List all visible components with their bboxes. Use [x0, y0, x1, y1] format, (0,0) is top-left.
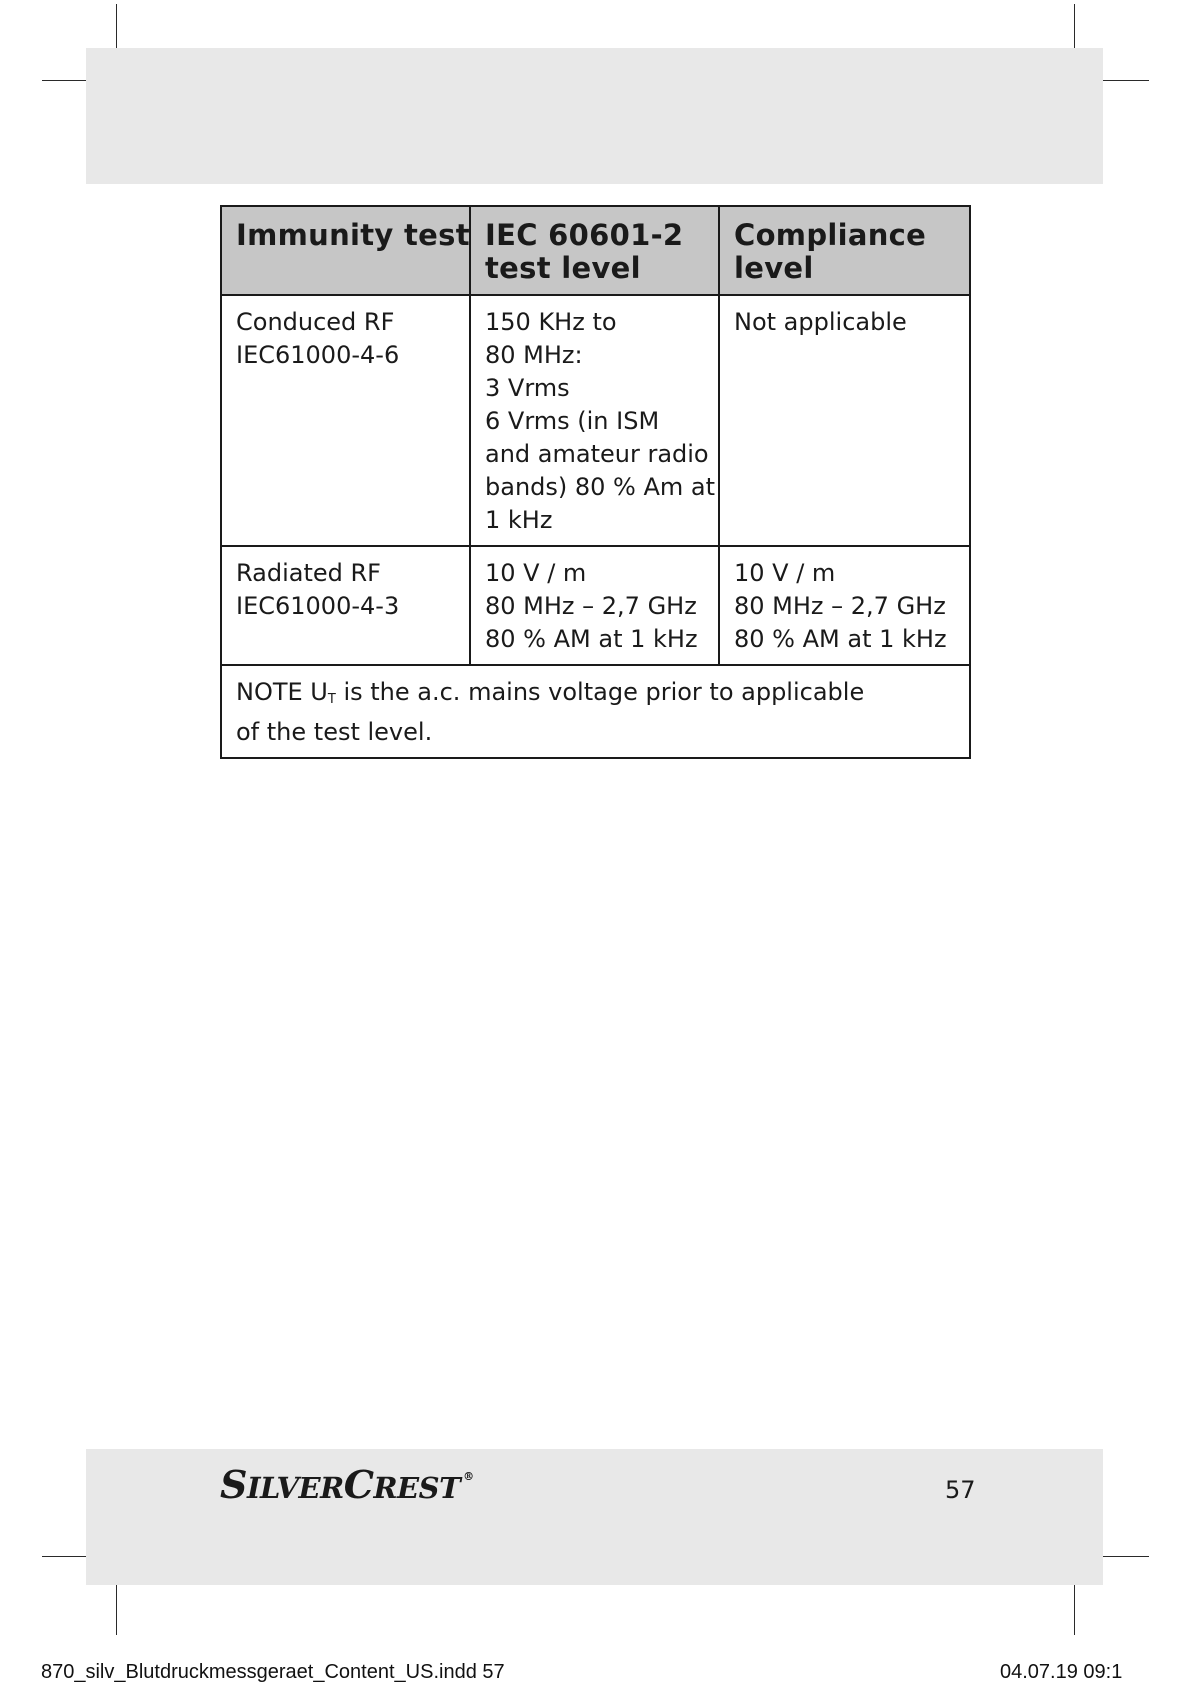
- cell-test-level: [470, 295, 719, 546]
- cell-line: Conduced RF: [236, 308, 395, 336]
- crop-mark-bottom-right-h: [1096, 1556, 1149, 1557]
- cell-line: 80 MHz – 2,7 GHz: [734, 592, 946, 620]
- cell-line: IEC61000-4-3: [236, 592, 400, 620]
- cell-line: 3 Vrms: [485, 374, 570, 402]
- header-test-level: [470, 206, 719, 295]
- cell-line: 80 MHz:: [485, 341, 583, 369]
- cell-line: IEC 60601-2: [485, 218, 684, 252]
- cell-line: 150 KHz to: [485, 308, 617, 336]
- crop-mark-bottom-left-v: [116, 1579, 117, 1635]
- cell-line: and amateur radio: [485, 440, 709, 468]
- cell-line: 10 V / m: [485, 559, 587, 587]
- header-compliance-level: [719, 206, 970, 295]
- cell-line: bands) 80 % Am at: [485, 473, 716, 501]
- cell-test-level: [470, 546, 719, 665]
- cell-line: 10 V / m: [734, 559, 836, 587]
- print-filename: 870_silv_Blutdruckmessgeraet_Content_US.indd 57: [41, 1661, 505, 1683]
- crop-mark-top-right-h: [1096, 80, 1149, 81]
- brand-logo: SILVERCREST ®: [220, 1462, 474, 1507]
- cell-line: 1 kHz: [485, 506, 553, 534]
- print-datetime: 04.07.19 09:1: [1000, 1661, 1123, 1683]
- immunity-table: [220, 205, 971, 759]
- cell-compliance-level: [719, 295, 970, 546]
- cell-line: 80 MHz – 2,7 GHz: [485, 592, 697, 620]
- table-note: NOTE $U_T$ is the a.c. mains voltage prior to applicable of the test level.: [221, 665, 970, 758]
- header-band: [86, 48, 1103, 184]
- cell-line: level: [734, 251, 814, 285]
- cell-line: Compliance: [734, 218, 927, 252]
- cell-line: 6 Vrms (in ISM: [485, 407, 660, 435]
- cell-line: Not applicable: [734, 308, 907, 336]
- table-header-row: [221, 206, 970, 295]
- table-row: [221, 295, 970, 546]
- cell-line: 80 % AM at 1 kHz: [485, 625, 698, 653]
- cell-compliance-level: [719, 546, 970, 665]
- header-immunity-test: Immunity test: [221, 206, 470, 295]
- cell-line: test level: [485, 251, 641, 285]
- crop-mark-bottom-right-v: [1074, 1579, 1075, 1635]
- cell-line: IEC61000-4-6: [236, 341, 400, 369]
- cell-line: Radiated RF: [236, 559, 381, 587]
- table-note-row: [221, 665, 970, 758]
- cell-line: 80 % AM at 1 kHz: [734, 625, 947, 653]
- cell-immunity-test: [221, 546, 470, 665]
- cell-immunity-test: [221, 295, 470, 546]
- page-number: 57: [945, 1476, 976, 1504]
- table-row: [221, 546, 970, 665]
